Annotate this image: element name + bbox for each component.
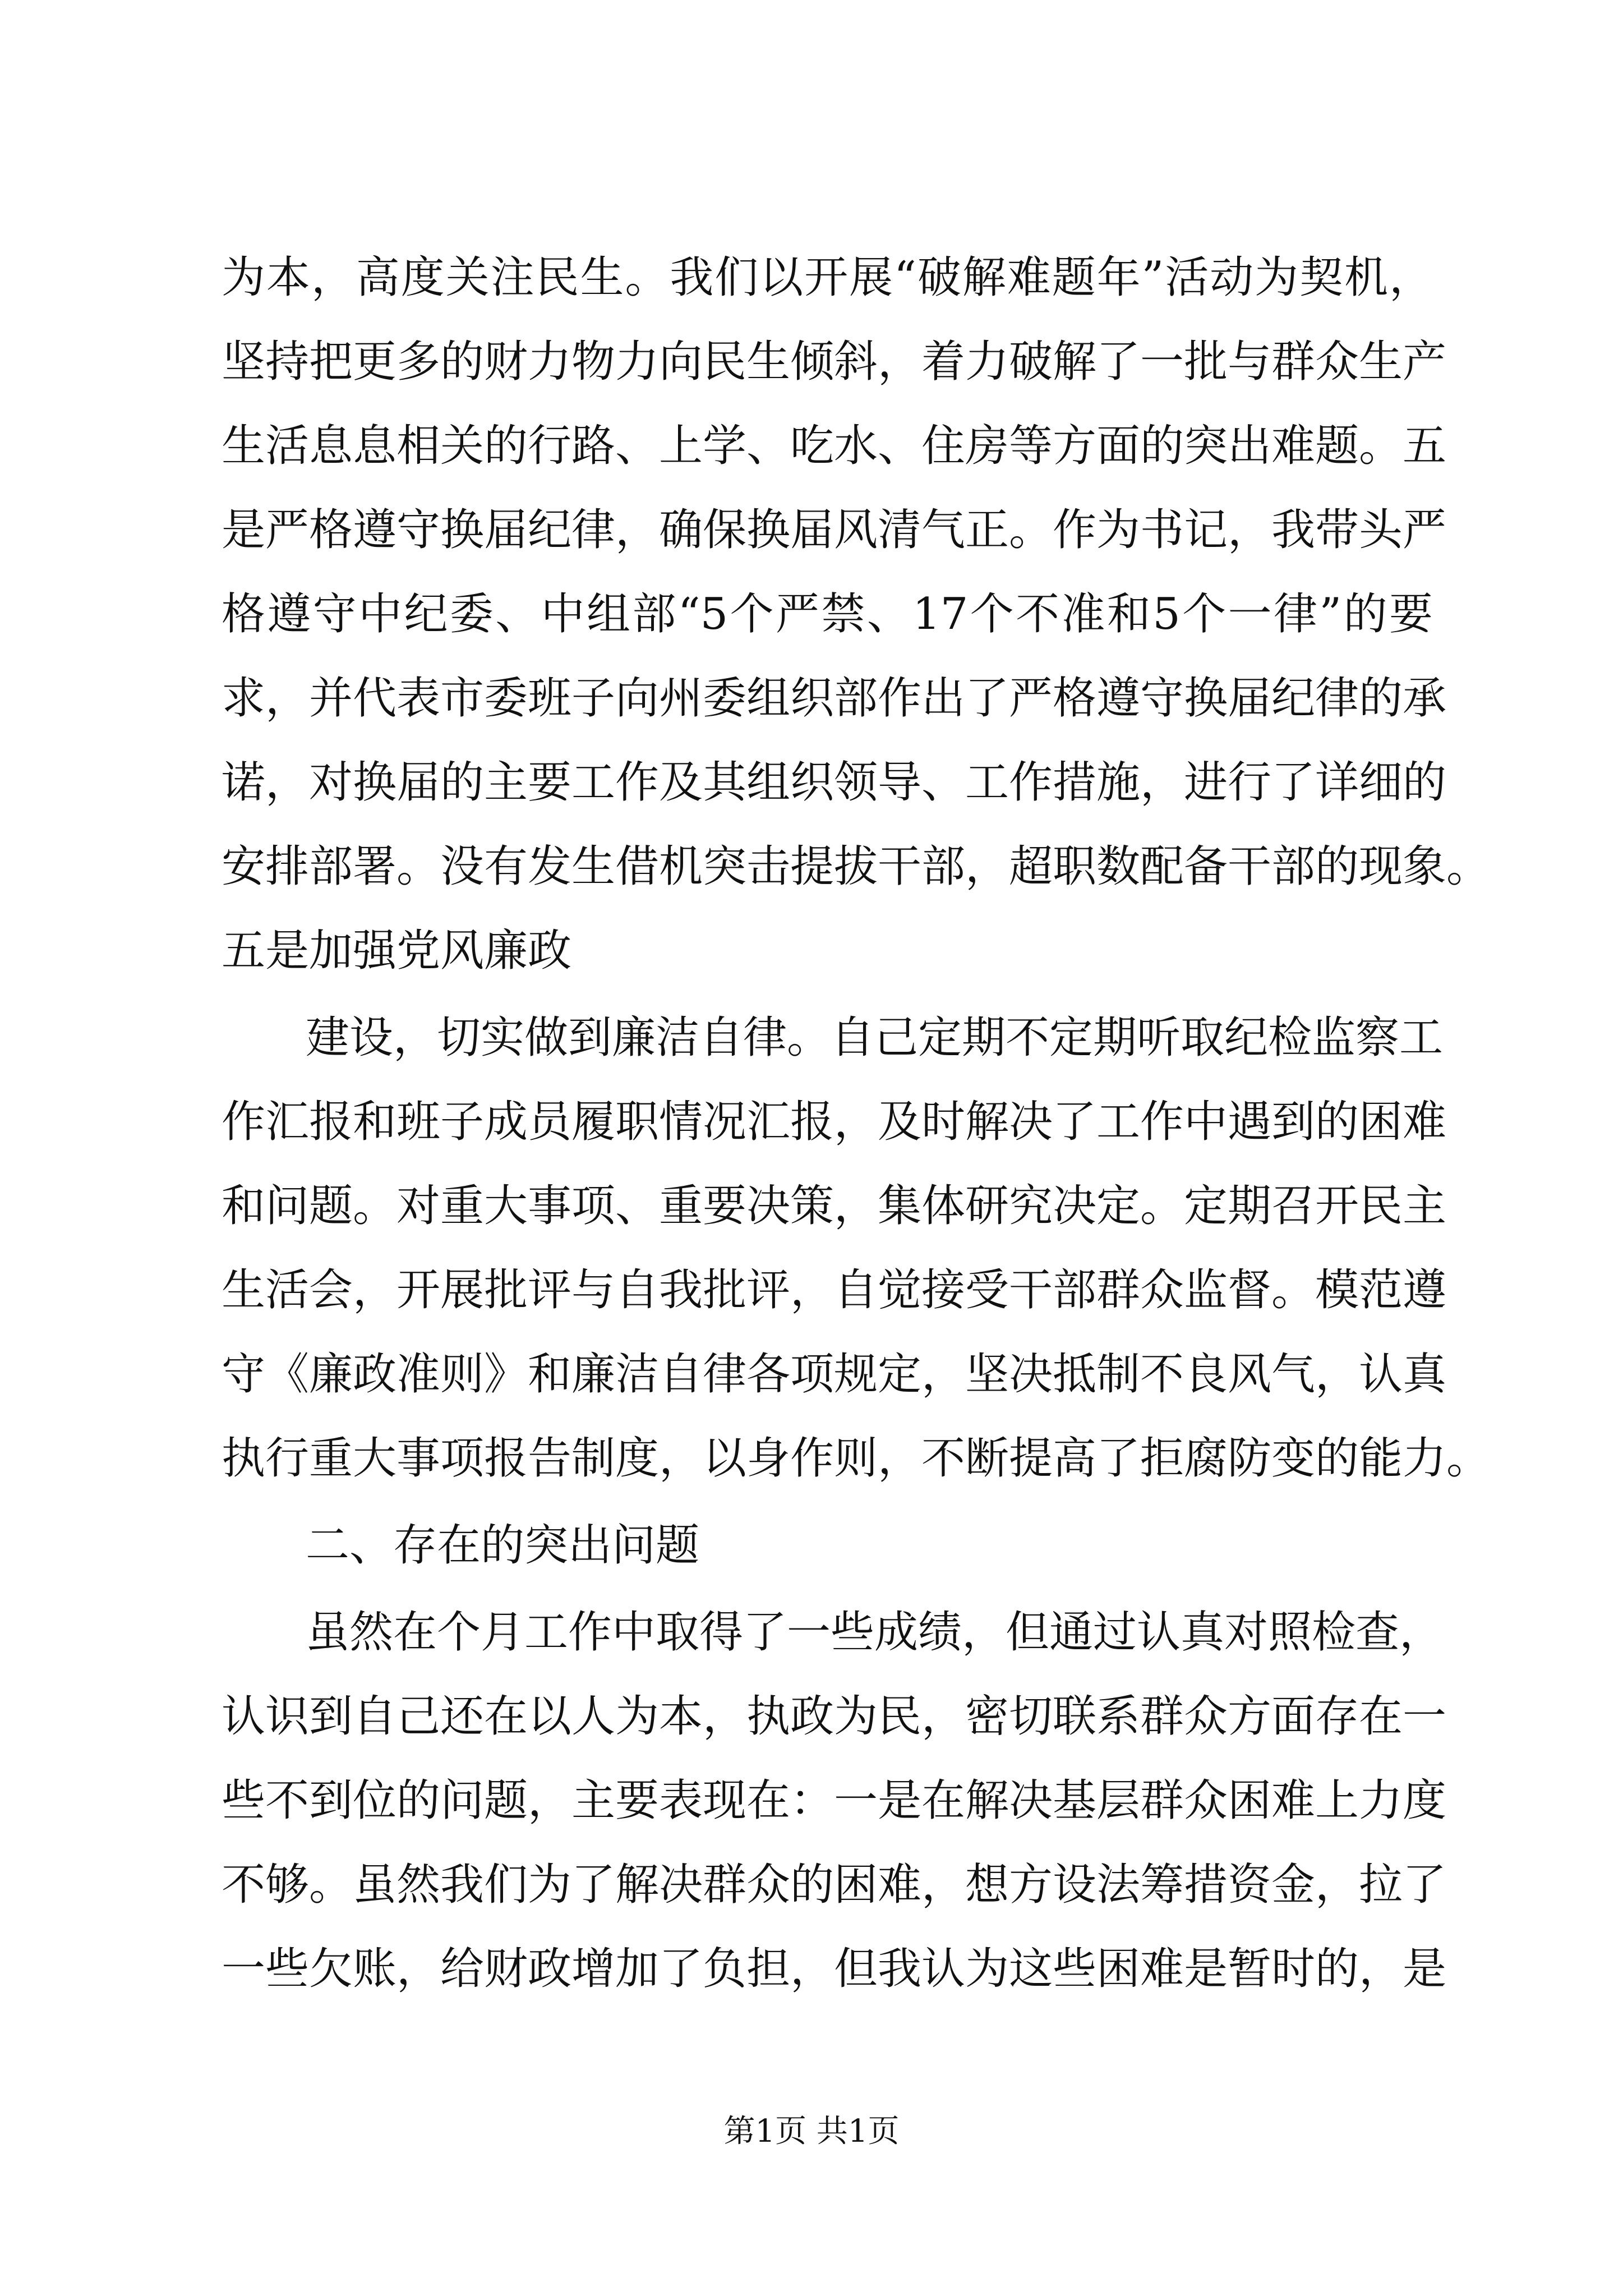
section-heading: 二、存在的突出问题 <box>306 1520 700 1571</box>
body-line: 是严格遵守换届纪律，确保换届风清气正。作为书记，我带头严 <box>222 505 1447 555</box>
body-line: 认识到自己还在以人为本，执政为民，密切联系群众方面存在一 <box>222 1691 1447 1742</box>
body-line: 生活会，开展批评与自我批评，自觉接受干部群众监督。模范遵 <box>222 1265 1447 1315</box>
body-line: 一些欠账，给财政增加了负担，但我认为这些困难是暂时的，是 <box>222 1944 1447 1994</box>
body-line: 不够。虽然我们为了解决群众的困难，想方设法筹措资金，拉了 <box>222 1860 1447 1910</box>
body-line: 生活息息相关的行路、上学、吃水、住房等方面的突出难题。五 <box>222 421 1447 471</box>
body-line: 守《廉政准则》和廉洁自律各项规定，坚决抵制不良风气，认真 <box>222 1349 1447 1400</box>
body-line: 和问题。对重大事项、重要决策，集体研究决定。定期召开民主 <box>222 1181 1447 1231</box>
paragraph-first-line: 虽然在个月工作中取得了一些成绩，但通过认真对照检查， <box>306 1607 1444 1658</box>
body-line: 为本，高度关注民生。我们以开展“破解难题年”活动为契机， <box>222 252 1433 303</box>
body-line: 安排部署。没有发生借机突击提拔干部，超职数配备干部的现象。 <box>222 841 1491 892</box>
body-line: 些不到位的问题，主要表现在：一是在解决基层群众困难上力度 <box>222 1775 1447 1826</box>
body-line: 作汇报和班子成员履职情况汇报，及时解决了工作中遇到的困难 <box>222 1097 1447 1147</box>
body-line: 诺，对换届的主要工作及其组织领导、工作措施，进行了详细的 <box>222 757 1447 808</box>
body-line: 坚持把更多的财力物力向民生倾斜，着力破解了一批与群众生产 <box>222 337 1447 387</box>
body-line: 格遵守中纪委、中组部“5个严禁、17个不准和5个一律”的要 <box>222 589 1433 639</box>
body-line: 求，并代表市委班子向州委组织部作出了严格遵守换届纪律的承 <box>222 673 1447 724</box>
paragraph-first-line: 建设，切实做到廉洁自律。自己定期不定期听取纪检监察工 <box>306 1013 1444 1063</box>
page-footer: 第1页 共1页 <box>723 2113 900 2150</box>
body-line: 执行重大事项报告制度，以身作则，不断提高了拒腐防变的能力。 <box>222 1433 1491 1484</box>
body-line: 五是加强党风廉政 <box>222 926 572 976</box>
